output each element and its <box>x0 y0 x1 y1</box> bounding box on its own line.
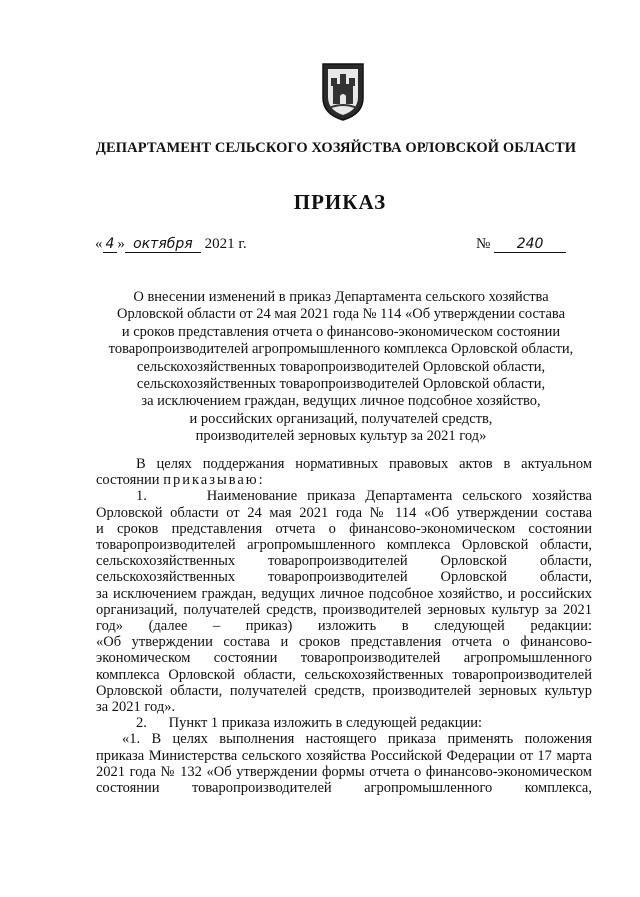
subject-line: и российских организаций, получателей средств, <box>189 410 493 427</box>
date-month: октября <box>125 236 201 253</box>
subject-line: производителей зерновых культур за 2021 год» <box>195 428 487 445</box>
paragraph-1-line: и сроков представления отчета о финансово-экономическом состоянии <box>96 520 592 537</box>
subject-line: товаропроизводителей агропромышленного комплекса Орловской области, <box>108 341 574 358</box>
date-close-quote: » <box>117 236 125 252</box>
subject-line: и сроков представления отчета о финансово-экономическом состоянии <box>121 323 561 340</box>
paragraph-1-line: год» (далее – приказ) изложить в следующей редакции: <box>96 618 592 635</box>
paragraph-1-line: 1. Наименование приказа Департамента сельского хозяйства <box>136 488 592 505</box>
paragraph-1-line: товаропроизводителей агропромышленного комплекса Орловской области, <box>96 537 592 554</box>
paragraph-2-line: 2021 года № 132 «Об утверждении формы отчета о финансово-экономическом <box>96 763 592 780</box>
date-day: 4 <box>103 236 118 253</box>
coat-of-arms-icon <box>321 62 365 122</box>
intro-line: В целях поддержания нормативных правовых актов в актуальном <box>136 456 592 472</box>
paragraph-1-line: организаций, получателей средств, производителей зерновых культур за 2021 <box>96 601 592 618</box>
subject-line: О внесении изменений в приказ Департамента сельского хозяйства <box>133 289 549 305</box>
subject-line: сельскохозяйственных товаропроизводителей Орловской области, <box>136 358 546 375</box>
paragraph-1-line: Орловской области, получателей средств, производителей зерновых культур <box>96 682 592 699</box>
order-subject <box>96 289 586 446</box>
paragraph-1-line: сельскохозяйственных товаропроизводителей Орловской области, <box>96 569 592 586</box>
intro-prefix: состоянии <box>96 472 164 489</box>
paragraph-1-line: экономическом состоянии товаропроизводителей агропромышленного <box>96 650 592 667</box>
subject-line: за исключением граждан, ведущих личное подсобное хозяйство, <box>141 393 541 410</box>
subject-line: Орловской области от 24 мая 2021 года № 114 «Об утверждении состава <box>117 306 565 323</box>
number-label: № <box>476 236 491 252</box>
subject-line: сельскохозяйственных товаропроизводителей Орловской области, <box>136 376 546 393</box>
order-number <box>476 236 566 253</box>
department-name: ДЕПАРТАМЕНТ СЕЛЬСКОГО ХОЗЯЙСТВА ОРЛОВСКОЙ ОБЛАСТИ <box>95 140 577 156</box>
paragraph-1-line: «Об утверждении состава и сроков представления отчета о финансово- <box>96 634 592 651</box>
paragraph-1-line: за 2021 год». <box>96 699 176 716</box>
paragraph-2-line: приказа Министерства сельского хозяйства Российской Федерации от 17 марта <box>96 747 592 764</box>
paragraph-1-line: комплекса Орловской области, сельскохозяйственных товаропроизводителей <box>96 666 592 683</box>
date-open-quote: « <box>95 236 103 252</box>
paragraph-2-heading: 2. Пункт 1 приказа изложить в следующей редакции: <box>136 715 483 732</box>
paragraph-2-line: состоянии товаропроизводителей агропромышленного комплекса, <box>96 780 592 797</box>
order-date <box>95 236 247 253</box>
order-command: приказываю: <box>163 472 265 489</box>
paragraph-1-line: сельскохозяйственных товаропроизводителей Орловской области, <box>96 553 592 570</box>
paragraph-1-line: Орловской области от 24 мая 2021 года № 114 «Об утверждении состава <box>96 504 592 521</box>
document-type: ПРИКАЗ <box>293 190 387 214</box>
paragraph-2-line: «1. В целях выполнения настоящего приказа применять положения <box>122 731 592 748</box>
order-body <box>96 456 592 796</box>
intro-line <box>96 472 592 488</box>
paragraph-1-line: за исключением граждан, ведущих личное подсобное хозяйство, и российских <box>96 585 592 602</box>
date-year: 2021 г. <box>204 236 247 252</box>
number-value: 240 <box>494 236 566 253</box>
